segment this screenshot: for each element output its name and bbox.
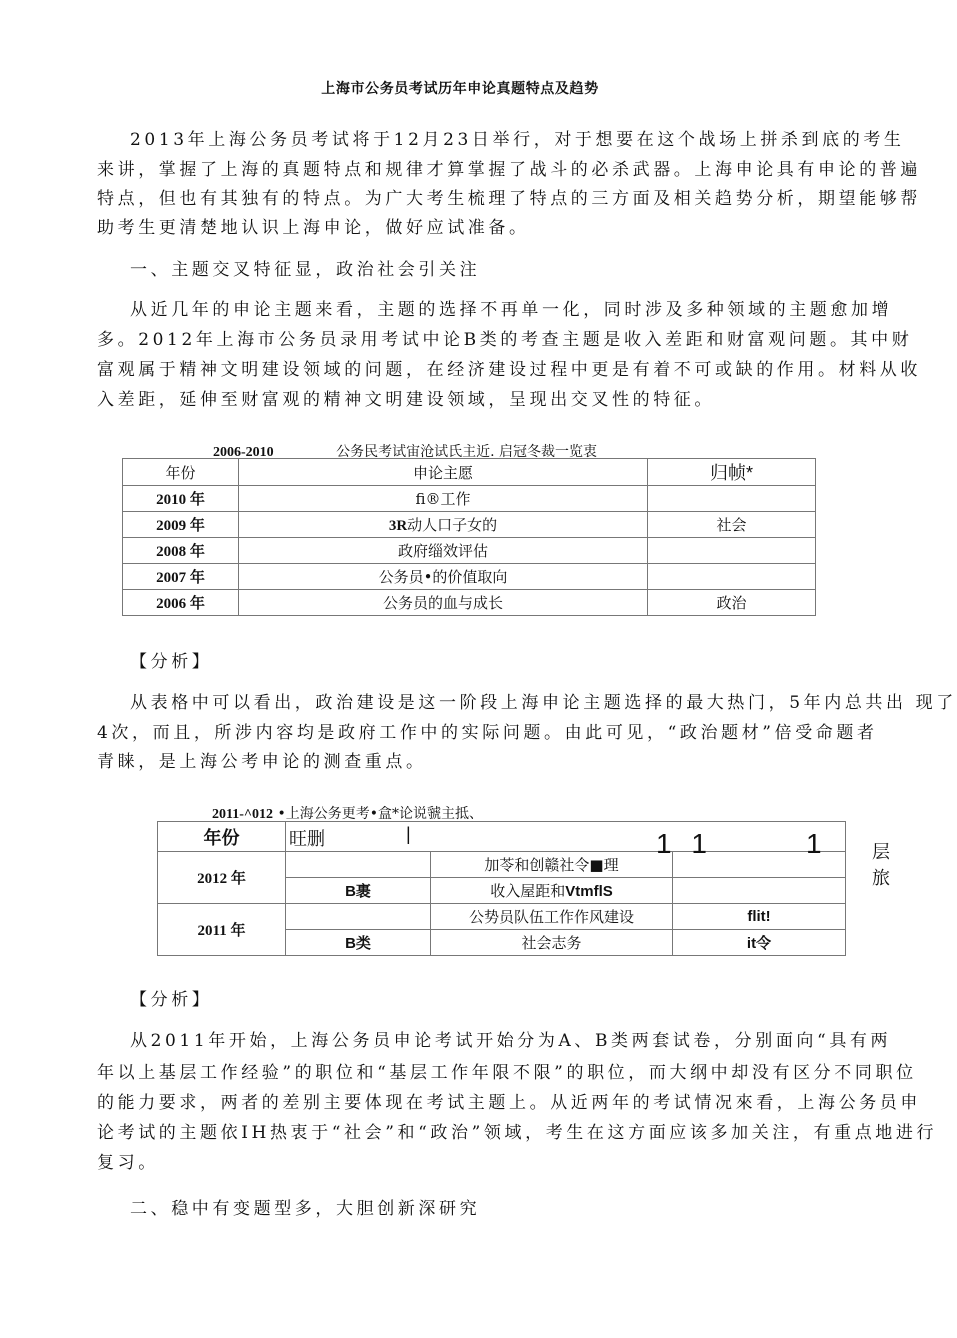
header-theme: 申论主愿 <box>239 459 648 486</box>
row-year: 2006 年 <box>123 590 239 616</box>
analysis1-line: 青睐，是上海公考申论的测查重点。 <box>97 752 427 772</box>
table-row <box>123 538 816 564</box>
section2-heading: 二、稳中有变题型多，大胆创新深研究 <box>130 1199 481 1219</box>
row-type: B类 <box>286 930 431 956</box>
section1-line: 富观属于精神文明建设领域的问题，在经济建设过程中更是有着不可或缺的作用。材料从收 <box>97 360 921 380</box>
analysis1-line: 从表格中可以看出，政治建设是这一阶段上海申论主题选择的最大热门，5年内总共出 现了 <box>130 693 957 713</box>
header-year: 年份 <box>158 822 286 852</box>
row-year: 2010 年 <box>123 486 239 512</box>
row-year: 2011 年 <box>158 904 286 956</box>
intro-line: 助考生更清楚地认识上海申论，做好应试准备。 <box>97 218 530 238</box>
section1-line: 多。2012年上海市公务员录用考试中论B类的考查主题是收入差距和财富观问题。其中财 <box>97 330 913 350</box>
row-category <box>648 538 816 564</box>
header-mark: 1 <box>806 828 822 859</box>
section1-line: 入差距，延伸至财富观的精神文明建设领域，呈现出交叉性的特征。 <box>97 390 715 410</box>
row-theme: 公务员的血与成长 <box>239 590 648 616</box>
analysis2-label: 【分析】 <box>130 990 213 1010</box>
header-divider: | <box>406 824 411 844</box>
analysis2-line: 的能力要求，两者的差别主要体现在考试主题上。从近两年的考试情况來看，上海公务员申 <box>97 1093 921 1113</box>
row-type <box>286 904 431 930</box>
header-year: 年份 <box>123 459 239 486</box>
section1-line: 从近几年的申论主题来看，主题的选择不再单一化，同时涉及多种领域的主题愈加增 <box>130 300 893 320</box>
table-row <box>158 904 846 930</box>
row-category <box>648 564 816 590</box>
row-theme-bold: 3R <box>388 518 408 534</box>
row-theme: 社会志务 <box>431 930 673 956</box>
row-theme: 公势员队伍工作作风建设 <box>431 904 673 930</box>
row-type: B裹 <box>286 878 431 904</box>
row-theme: 加苓和创赣社令■理 <box>431 852 673 878</box>
table-row <box>123 512 816 538</box>
analysis1-label: 【分析】 <box>130 652 213 672</box>
row-year: 2009 年 <box>123 512 239 538</box>
document-title: 上海市公务员考试历年申论真题特点及趋势 <box>321 81 599 97</box>
table-header-row <box>158 822 846 852</box>
row-category: it令 <box>673 930 846 956</box>
row-category: 政治 <box>648 590 816 616</box>
row-year: 2012 年 <box>158 852 286 904</box>
row-type <box>286 852 431 878</box>
row-theme-bold: VtmflS <box>565 883 613 900</box>
analysis2-line: 年以上基层工作经验”的职位和“基层工作年限不限”的职位，而大纲中却没有区分不同职位 <box>97 1063 917 1083</box>
analysis2-line: 复习。 <box>97 1153 159 1173</box>
header-category: 归帧* <box>648 459 816 486</box>
table2-caption-years: 2011-^012 <box>212 807 274 822</box>
table1-caption-text: 公务民考试宙沧试氏主近. 启冠冬裁一览衷 <box>336 444 598 460</box>
header-theme: 1 1 <box>656 828 713 859</box>
table-row <box>158 852 846 878</box>
row-year: 2007 年 <box>123 564 239 590</box>
table2-caption <box>212 803 483 823</box>
table-row <box>123 486 816 512</box>
analysis2-line: 从2011年开始，上海公务员申论考试开始分为A、B类两套试卷，分别面向“具有两 <box>130 1031 892 1051</box>
table-row <box>123 590 816 616</box>
table-header-row <box>123 459 816 486</box>
analysis1-line: 4次，而且，所涉内容均是政府工作中的实际问题。由此可见，“政治题材”倍受命题者 <box>97 723 878 743</box>
row-theme: fi®工作 <box>239 486 648 512</box>
table2-caption-text: •上海公务更考•盒*论说虢主抵、 <box>277 806 483 822</box>
row-theme-text: 收入屋距和 <box>490 882 566 900</box>
header-type: 旺删 <box>289 829 325 849</box>
table-row <box>123 564 816 590</box>
table1 <box>122 458 816 616</box>
row-theme-text: 动人口子女的 <box>407 516 498 534</box>
intro-line: 特点，但也有其独有的特点。为广大考生梳理了特点的三方面及相关趋势分析，期望能够帮 <box>97 189 921 209</box>
intro-line: 来讲，掌握了上海的真题特点和规律才算掌握了战斗的必杀武器。上海申论具有申论的普遍 <box>97 160 921 180</box>
intro-line: 2013年上海公务员考试将于12月23日举行，对于想要在这个战场上拼杀到底的考生 <box>130 130 905 150</box>
row-theme <box>239 512 648 538</box>
table1-caption-years: 2006-2010 <box>213 445 274 460</box>
header-category: 层旅 <box>872 842 890 888</box>
row-theme: 公务员•的价值取向 <box>239 564 648 590</box>
section1-heading: 一、主题交叉特征显，政治社会引关注 <box>130 260 481 280</box>
row-theme <box>431 878 673 904</box>
row-category: flit! <box>673 904 846 930</box>
row-category <box>648 486 816 512</box>
row-year: 2008 年 <box>123 538 239 564</box>
analysis2-line: 论考试的主题依IH热衷于“社会”和“政治”领域，考生在这方面应该多加关注，有重点地进行 <box>97 1123 938 1143</box>
row-theme: 政府缁效评估 <box>239 538 648 564</box>
row-category <box>673 878 846 904</box>
row-category: 社会 <box>648 512 816 538</box>
table2 <box>157 821 890 956</box>
